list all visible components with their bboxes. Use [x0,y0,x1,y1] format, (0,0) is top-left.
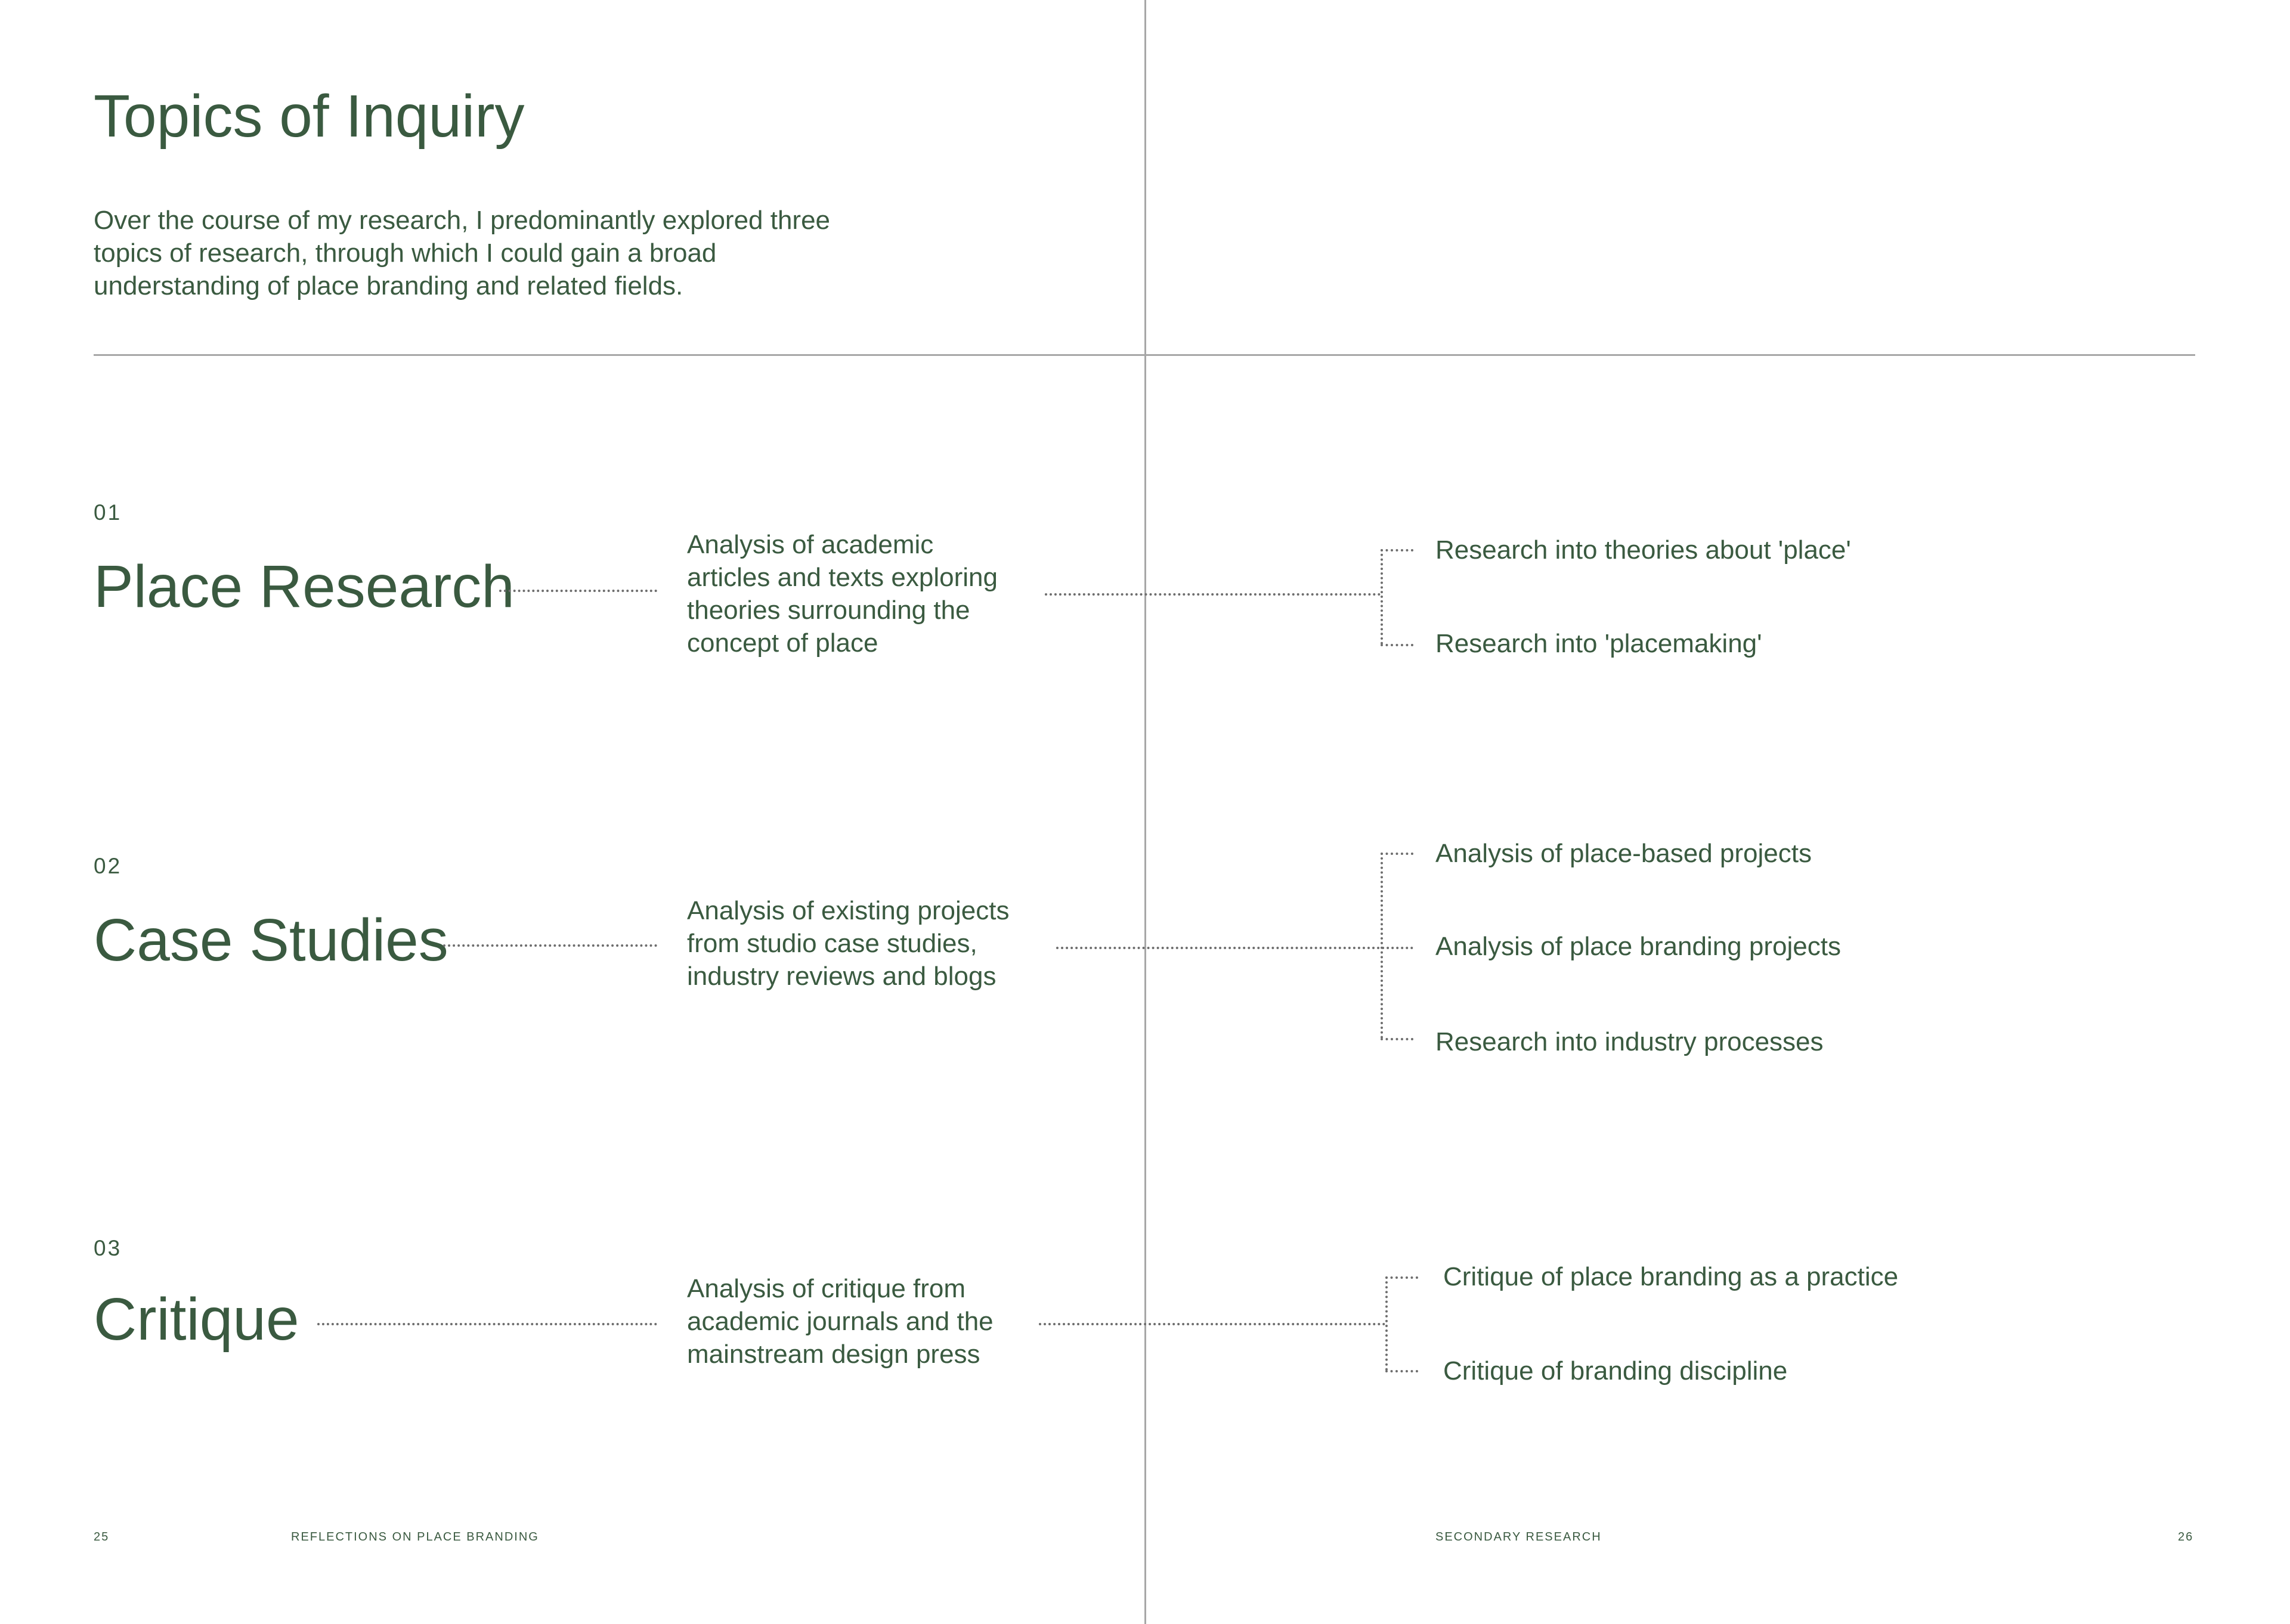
topic-title: Critique [94,1286,299,1353]
description-line: industry reviews and blogs [687,962,997,991]
subtopic-label: Analysis of place-based projects [1435,839,1812,868]
branch-tick [1381,549,1413,551]
description-line: Analysis of existing projects [687,896,1010,925]
intro-paragraph: Over the course of my research, I predominantly explored three topics of research, through which I could gain a broad understanding of place branding and related fields. [94,206,831,300]
branch-tick [1381,853,1413,855]
description-line: theories surrounding the [687,596,970,625]
description-line: articles and texts exploring [687,563,998,592]
subtopic-label: Research into industry processes [1435,1027,1824,1056]
subtopic-label: Analysis of place branding projects [1435,932,1841,961]
right-page-number: 26 [2178,1530,2194,1544]
header-divider [94,354,2195,356]
description-line: from studio case studies, [687,929,977,958]
left-running-title: REFLECTIONS ON PLACE BRANDING [291,1530,539,1544]
connector-line [499,590,657,592]
page-spine [1144,0,1146,1624]
page-title: Topics of Inquiry [94,83,525,150]
topic-description [687,1272,994,1371]
topic-title: Place Research [94,553,515,620]
branch-tick [1385,1276,1418,1279]
topic-description [687,528,998,659]
connector-line [1045,593,1381,596]
branch-line [1381,853,1383,1039]
subtopic-label: Research into theories about 'place' [1435,535,1851,565]
left-page-number: 25 [94,1530,110,1544]
topic-description [687,894,1009,993]
branch-line [1385,1276,1388,1371]
description-line: mainstream design press [687,1340,980,1369]
connector-line [1039,1323,1385,1325]
topic-number: 01 [94,500,122,525]
right-running-title: SECONDARY RESEARCH [1435,1530,1602,1544]
branch-tick [1385,1370,1418,1372]
topic-number: 02 [94,854,122,878]
connector-line [317,1323,657,1325]
branch-tick [1381,644,1413,646]
description-line: academic journals and the [687,1307,994,1336]
subtopic-label: Critique of place branding as a practice [1443,1262,1899,1291]
branch-tick [1381,1038,1413,1040]
connector-line [1056,947,1413,949]
description-line: concept of place [687,628,878,658]
description-line: Analysis of critique from [687,1274,966,1303]
topic-number: 03 [94,1236,122,1260]
subtopic-label: Critique of branding discipline [1443,1356,1788,1386]
topic-title: Case Studies [94,907,448,974]
description-line: Analysis of academic [687,530,934,559]
subtopic-label: Research into 'placemaking' [1435,629,1762,658]
connector-line [443,944,657,947]
branch-line [1381,549,1383,644]
